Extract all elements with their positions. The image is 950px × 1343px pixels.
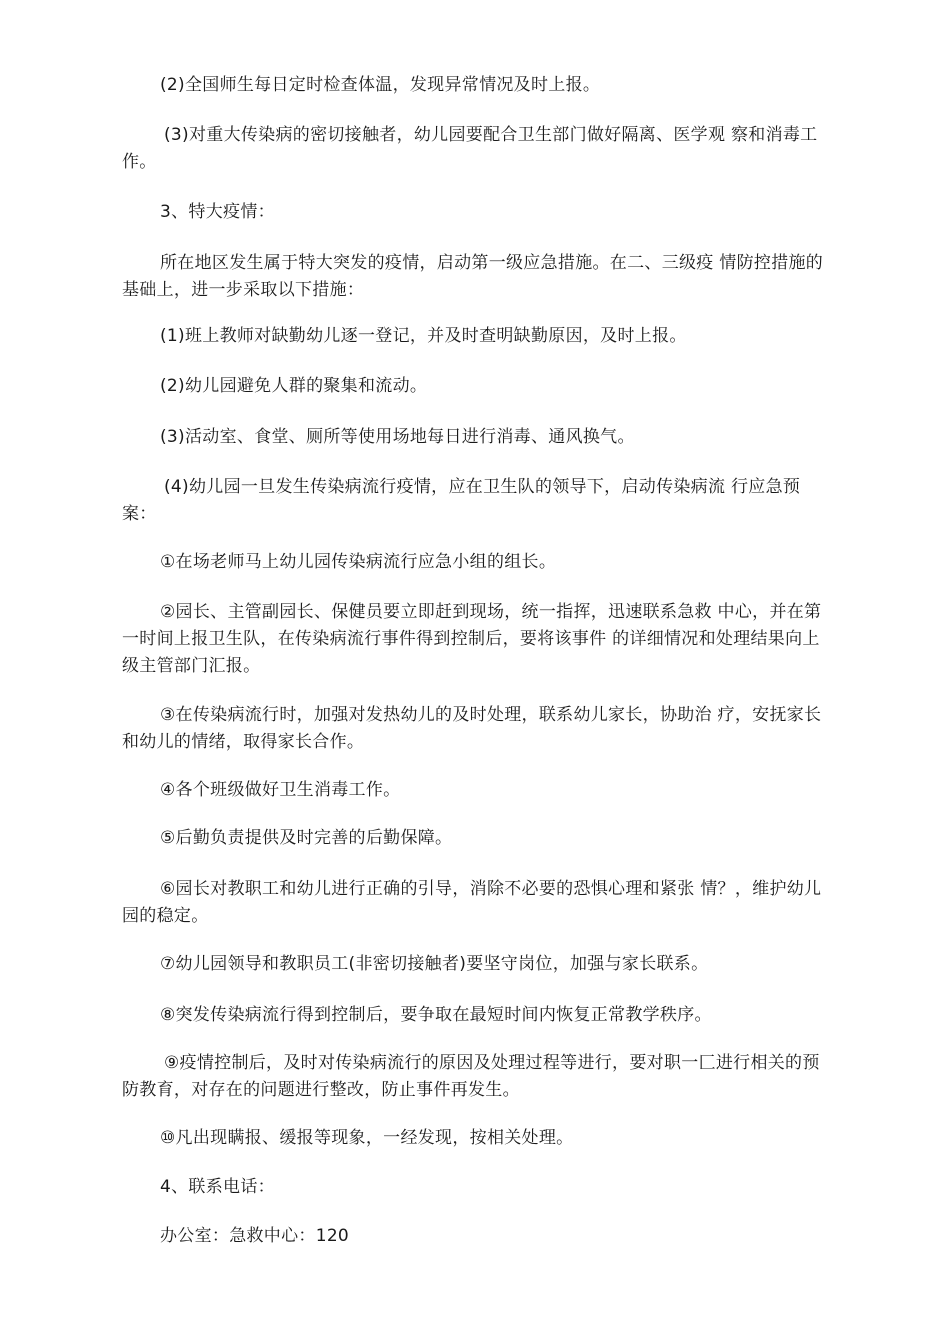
list-item-6: ⑥园长对教职工和幼儿进行正确的引导，消除不必要的恐惧心理和紧张 情？，维护幼儿园的稳定。	[122, 879, 822, 926]
paragraph-avoid-gatherings: (2)幼儿园避免人群的聚集和流动。	[160, 376, 428, 396]
list-item-2: ②园长、主管副园长、保健员要立即赶到现场，统一指挥，迅速联系急救 中心，并在第一时间上报卫生队，在传染病流行事件得到控制后，要将该事件 的详细情况和处理结果向上级主管部门汇报。	[122, 602, 822, 676]
paragraph-level-one-response: 所在地区发生属于特大突发的疫情，启动第一级应急措施。在二、三级疫 情防控措施的基础上，进一步采取以下措施：	[122, 253, 824, 300]
list-item-7: ⑦幼儿园领导和教职员工(非密切接触者)要坚守岗位，加强与家长联系。	[160, 954, 709, 974]
list-item-4: ④各个班级做好卫生消毒工作。	[160, 780, 401, 800]
section-heading-severe-epidemic: 3、特大疫情：	[160, 202, 275, 222]
contact-line: 办公室：急救中心：120	[160, 1226, 350, 1246]
list-item-9: ⑨疫情控制后，及时对传染病流行的原因及处理过程等进行，要对职一匚进行相关的预防教育，对存在的问题进行整改，防止事件再发生。	[122, 1053, 820, 1100]
paragraph-temperature-check: (2)全国师生每日定时检查体温，发现异常情况及时上报。	[160, 75, 601, 95]
paragraph-close-contacts: (3)对重大传染病的密切接触者，幼儿园要配合卫生部门做好隔离、医学观 察和消毒工作。	[122, 125, 818, 172]
paragraph-emergency-plan: (4)幼儿园一旦发生传染病流行疫情，应在卫生队的领导下，启动传染病流 行应急预案：	[122, 477, 801, 524]
list-item-5: ⑤后勤负责提供及时完善的后勤保障。	[160, 828, 453, 848]
list-item-1: ①在场老师马上幼儿园传染病流行应急小组的组长。	[160, 552, 557, 572]
section-heading-contact: 4、联系电话：	[160, 1177, 275, 1197]
list-item-3: ③在传染病流行时，加强对发热幼儿的及时处理，联系幼儿家长，协助治 疗，安抚家长和幼儿的情绪，取得家长合作。	[122, 705, 822, 752]
paragraph-daily-disinfection: (3)活动室、食堂、厕所等使用场地每日进行消毒、通风换气。	[160, 427, 635, 447]
paragraph-absence-registration: (1)班上教师对缺勤幼儿逐一登记，并及时查明缺勤原因，及时上报。	[160, 326, 687, 346]
list-item-8: ⑧突发传染病流行得到控制后，要争取在最短时间内恢复正常教学秩序。	[160, 1005, 712, 1025]
list-item-10: ⑩凡出现瞒报、缓报等现象，一经发现，按相关处理。	[160, 1128, 574, 1148]
